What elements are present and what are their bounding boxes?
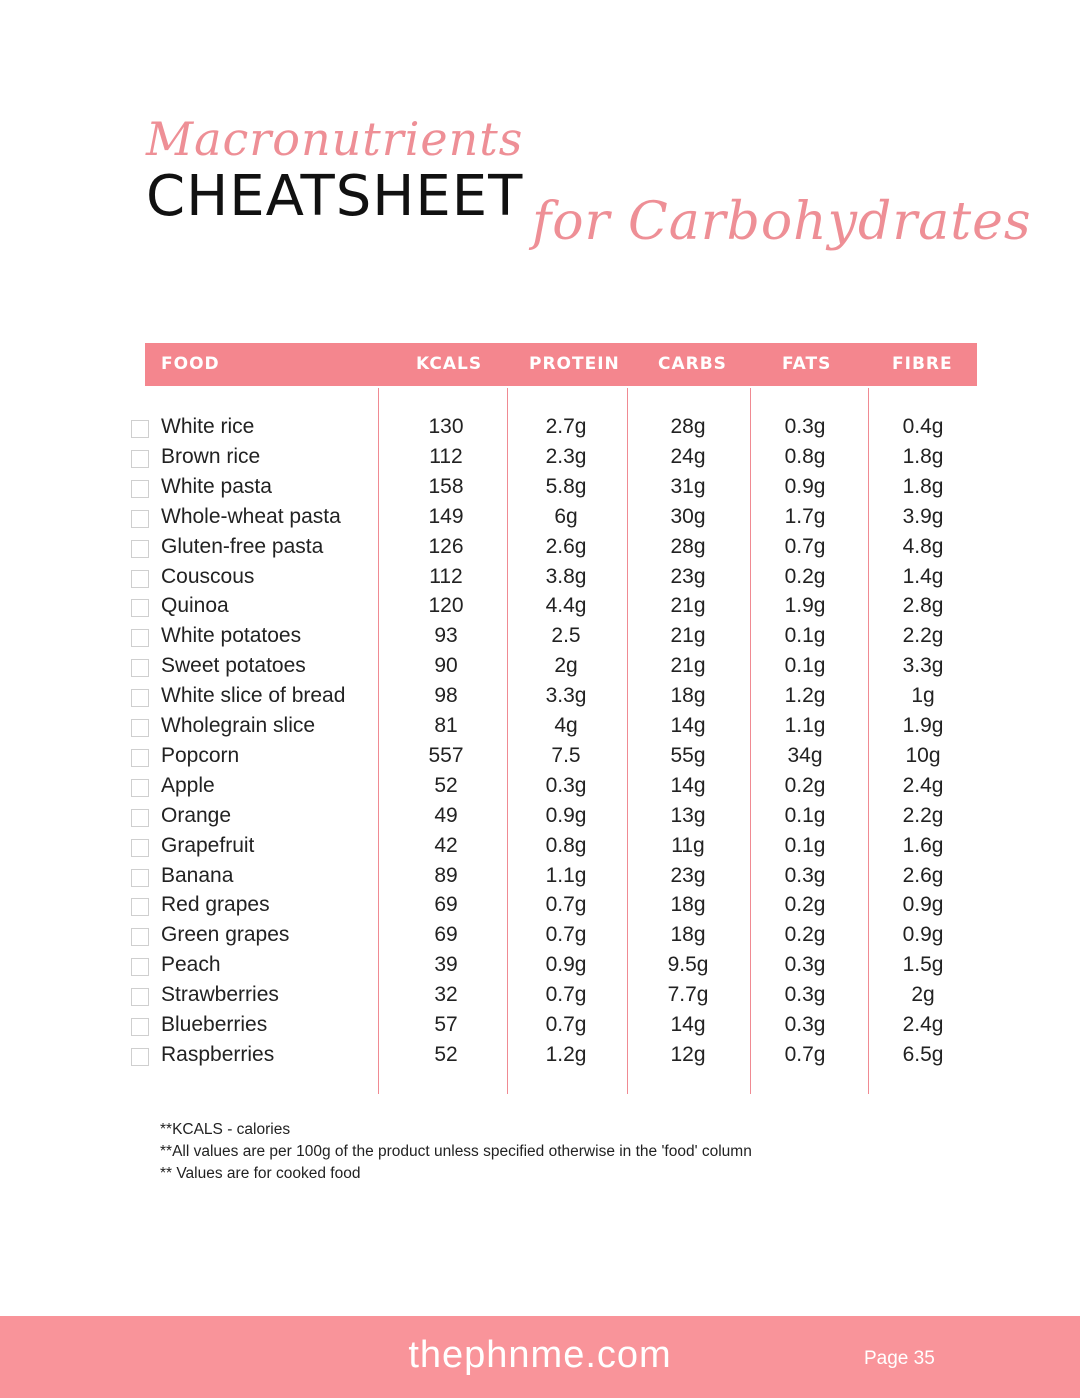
fibre-cell: 1.8g: [902, 474, 944, 498]
fats-cell: 0.2g: [784, 564, 826, 588]
row-checkbox[interactable]: [131, 629, 149, 647]
fats-cell: 0.7g: [784, 534, 826, 558]
kcals-cell: 52: [434, 1042, 458, 1066]
carbs-cell: 11g: [671, 833, 705, 857]
protein-cell: 0.7g: [545, 1013, 587, 1036]
table-row: [0, 532, 1080, 562]
carbs-cell: 23g: [670, 863, 706, 887]
fats-cell: 0.3g: [784, 1013, 826, 1036]
food-cell: Green grapes: [161, 923, 290, 947]
carbs-cell: 9.5g: [667, 953, 709, 977]
food-cell: Popcorn: [161, 743, 240, 767]
kcals-cell: 89: [434, 863, 458, 887]
fats-cell: 0.2g: [784, 923, 826, 947]
food-cell: White potatoes: [161, 624, 302, 648]
protein-cell: 0.9g: [545, 803, 587, 827]
fibre-cell: 0.9g: [902, 893, 944, 917]
fibre-cell: 2.2g: [902, 624, 944, 648]
script-title: Macronutrients: [146, 112, 524, 166]
table-row: [0, 591, 1080, 621]
protein-cell: 0.7g: [545, 893, 587, 917]
row-checkbox[interactable]: [131, 779, 149, 797]
row-checkbox[interactable]: [131, 510, 149, 528]
fats-cell: 1.7g: [784, 504, 826, 528]
footer-bar: [0, 1316, 1080, 1398]
column-header-fats: FATS: [782, 354, 832, 374]
carbs-cell: 55g: [670, 743, 706, 767]
kcals-cell: 112: [429, 564, 463, 588]
carbs-cell: 12g: [670, 1042, 706, 1066]
table-row: [0, 472, 1080, 502]
protein-cell: 1.2g: [545, 1042, 587, 1066]
food-cell: Apple: [161, 773, 215, 797]
kcals-cell: 57: [434, 1013, 458, 1036]
kcals-cell: 158: [428, 474, 464, 498]
kcals-cell: 557: [428, 743, 464, 767]
carbs-cell: 28g: [670, 415, 706, 438]
table-row: [0, 831, 1080, 861]
table-row: [0, 621, 1080, 651]
fibre-cell: 1g: [911, 684, 935, 708]
fats-cell: 0.3g: [784, 863, 826, 887]
food-cell: Sweet potatoes: [161, 654, 306, 678]
table-row: [0, 980, 1080, 1010]
protein-cell: 2.5: [551, 624, 581, 648]
food-cell: Banana: [161, 863, 234, 887]
fats-cell: 0.1g: [784, 803, 826, 827]
food-cell: Strawberries: [161, 983, 279, 1007]
table-row: [0, 741, 1080, 771]
kcals-cell: 39: [434, 953, 458, 977]
fibre-cell: 1.9g: [902, 714, 944, 737]
fats-cell: 1.9g: [784, 594, 826, 618]
row-checkbox[interactable]: [131, 420, 149, 438]
table-row: [0, 861, 1080, 891]
fibre-cell: 0.4g: [902, 415, 944, 438]
script-subtitle: for Carbohydrates: [532, 192, 1032, 252]
row-checkbox[interactable]: [131, 689, 149, 707]
column-header-food: FOOD: [161, 354, 220, 374]
row-checkbox[interactable]: [131, 839, 149, 857]
food-cell: White pasta: [161, 474, 272, 498]
fibre-cell: 2.8g: [902, 594, 944, 618]
food-cell: Raspberries: [161, 1042, 275, 1066]
kcals-cell: 52: [434, 773, 458, 797]
fibre-cell: 1.4g: [902, 564, 944, 588]
row-checkbox[interactable]: [131, 450, 149, 468]
protein-cell: 2g: [554, 654, 578, 678]
fibre-cell: 2g: [911, 983, 935, 1007]
carbs-cell: 18g: [670, 923, 706, 947]
fibre-cell: 3.3g: [902, 654, 944, 678]
kcals-cell: 32: [434, 983, 458, 1007]
row-checkbox[interactable]: [131, 869, 149, 887]
carbs-cell: 24g: [670, 444, 706, 468]
carbs-cell: 13g: [670, 803, 706, 827]
fats-cell: 34g: [787, 743, 823, 767]
fibre-cell: 4.8g: [902, 534, 944, 558]
footnote: **All values are per 100g of the product unless specified otherwise in the 'food' column: [160, 1143, 752, 1160]
row-checkbox[interactable]: [131, 659, 149, 677]
column-header-kcals: KCALS: [416, 354, 483, 374]
carbs-cell: 14g: [670, 1013, 706, 1036]
fats-cell: 0.7g: [784, 1042, 826, 1066]
fibre-cell: 2.4g: [902, 773, 944, 797]
row-checkbox[interactable]: [131, 749, 149, 767]
protein-cell: 0.3g: [545, 773, 587, 797]
food-cell: Gluten-free pasta: [161, 534, 324, 558]
carbs-cell: 18g: [670, 893, 706, 917]
protein-cell: 3.3g: [545, 684, 587, 708]
protein-cell: 0.7g: [545, 983, 587, 1007]
fats-cell: 0.9g: [784, 474, 826, 498]
food-cell: Orange: [161, 803, 232, 827]
carbs-cell: 14g: [670, 714, 706, 737]
carbs-cell: 21g: [670, 624, 706, 648]
protein-cell: 7.5: [551, 743, 581, 767]
protein-cell: 0.8g: [545, 833, 587, 857]
fibre-cell: 2.6g: [902, 863, 944, 887]
page-title: CHEATSHEET: [146, 164, 524, 229]
table-row: [0, 681, 1080, 711]
protein-cell: 2.3g: [545, 444, 587, 468]
carbs-cell: 30g: [670, 504, 706, 528]
fats-cell: 0.2g: [784, 773, 826, 797]
page-number: Page 35: [864, 1348, 935, 1369]
kcals-cell: 112: [429, 444, 463, 468]
table-row: [0, 562, 1080, 592]
table-row: [0, 1040, 1080, 1070]
kcals-cell: 69: [434, 923, 458, 947]
row-checkbox[interactable]: [131, 570, 149, 588]
row-checkbox[interactable]: [131, 928, 149, 946]
carbs-cell: 21g: [670, 594, 706, 618]
table-row: [0, 442, 1080, 472]
row-checkbox[interactable]: [131, 480, 149, 498]
kcals-cell: 69: [434, 893, 458, 917]
fats-cell: 0.3g: [784, 983, 826, 1007]
row-checkbox[interactable]: [131, 809, 149, 827]
food-cell: White rice: [161, 415, 255, 438]
row-checkbox[interactable]: [131, 898, 149, 916]
table-row: [0, 890, 1080, 920]
food-cell: Peach: [161, 953, 221, 977]
fats-cell: 0.2g: [784, 893, 826, 917]
row-checkbox[interactable]: [131, 599, 149, 617]
fats-cell: 0.3g: [784, 415, 826, 438]
food-cell: Wholegrain slice: [161, 714, 316, 737]
carbs-cell: 28g: [670, 534, 706, 558]
fats-cell: 1.1g: [784, 714, 826, 737]
table-row: [0, 412, 1080, 442]
food-cell: Grapefruit: [161, 833, 255, 857]
row-checkbox[interactable]: [131, 988, 149, 1006]
row-checkbox[interactable]: [131, 1018, 149, 1036]
table-row: [0, 771, 1080, 801]
kcals-cell: 98: [434, 684, 458, 708]
fats-cell: 0.1g: [784, 624, 826, 648]
carbs-cell: 14g: [670, 773, 706, 797]
fibre-cell: 6.5g: [902, 1042, 944, 1066]
fats-cell: 0.3g: [784, 953, 826, 977]
fibre-cell: 1.6g: [902, 833, 944, 857]
fibre-cell: 2.2g: [902, 803, 944, 827]
protein-cell: 1.1g: [545, 863, 587, 887]
food-cell: Whole-wheat pasta: [161, 504, 341, 528]
table-row: [0, 502, 1080, 532]
fats-cell: 1.2g: [784, 684, 826, 708]
column-header-fibre: FIBRE: [892, 354, 953, 374]
protein-cell: 6g: [554, 504, 578, 528]
table-row: [0, 950, 1080, 980]
footnote: ** Values are for cooked food: [160, 1165, 361, 1182]
site-name: thephnme.com: [408, 1334, 672, 1376]
fibre-cell: 1.5g: [902, 953, 944, 977]
table-row: [0, 801, 1080, 831]
protein-cell: 2.7g: [545, 415, 587, 438]
carbs-cell: 18g: [670, 684, 706, 708]
carbs-cell: 7.7g: [667, 983, 709, 1007]
kcals-cell: 90: [434, 654, 458, 678]
protein-cell: 3.8g: [545, 564, 587, 588]
fibre-cell: 10g: [905, 743, 941, 767]
kcals-cell: 130: [428, 415, 464, 438]
protein-cell: 4g: [554, 714, 578, 737]
carbs-cell: 21g: [670, 654, 706, 678]
fibre-cell: 0.9g: [902, 923, 944, 947]
row-checkbox[interactable]: [131, 1048, 149, 1066]
kcals-cell: 126: [428, 534, 464, 558]
table-row: [0, 651, 1080, 681]
protein-cell: 0.9g: [545, 953, 587, 977]
table-row: [0, 920, 1080, 950]
kcals-cell: 49: [434, 803, 458, 827]
food-cell: Brown rice: [161, 444, 261, 468]
kcals-cell: 120: [428, 594, 464, 618]
footnote: **KCALS - calories: [160, 1121, 291, 1138]
carbs-cell: 31g: [670, 474, 706, 498]
kcals-cell: 42: [434, 833, 458, 857]
row-checkbox[interactable]: [131, 719, 149, 737]
row-checkbox[interactable]: [131, 958, 149, 976]
column-header-carbs: CARBS: [658, 354, 727, 374]
fats-cell: 0.1g: [784, 833, 826, 857]
row-checkbox[interactable]: [131, 540, 149, 558]
food-cell: Couscous: [161, 564, 255, 588]
fibre-cell: 2.4g: [902, 1013, 944, 1036]
carbs-cell: 23g: [670, 564, 706, 588]
footnotes: [160, 1119, 752, 1185]
table-row: [0, 711, 1080, 741]
protein-cell: 4.4g: [545, 594, 587, 618]
table-header: [145, 343, 977, 386]
fats-cell: 0.8g: [784, 444, 826, 468]
kcals-cell: 81: [434, 714, 458, 737]
food-cell: Quinoa: [161, 594, 229, 618]
food-cell: Blueberries: [161, 1013, 268, 1036]
protein-cell: 2.6g: [545, 534, 587, 558]
protein-cell: 5.8g: [545, 474, 587, 498]
protein-cell: 0.7g: [545, 923, 587, 947]
kcals-cell: 93: [434, 624, 458, 648]
fats-cell: 0.1g: [784, 654, 826, 678]
kcals-cell: 149: [428, 504, 464, 528]
food-cell: Red grapes: [161, 893, 270, 917]
fibre-cell: 1.8g: [902, 444, 944, 468]
table-row: [0, 1010, 1080, 1040]
column-header-protein: PROTEIN: [529, 354, 620, 374]
fibre-cell: 3.9g: [902, 504, 944, 528]
food-cell: White slice of bread: [161, 684, 346, 708]
